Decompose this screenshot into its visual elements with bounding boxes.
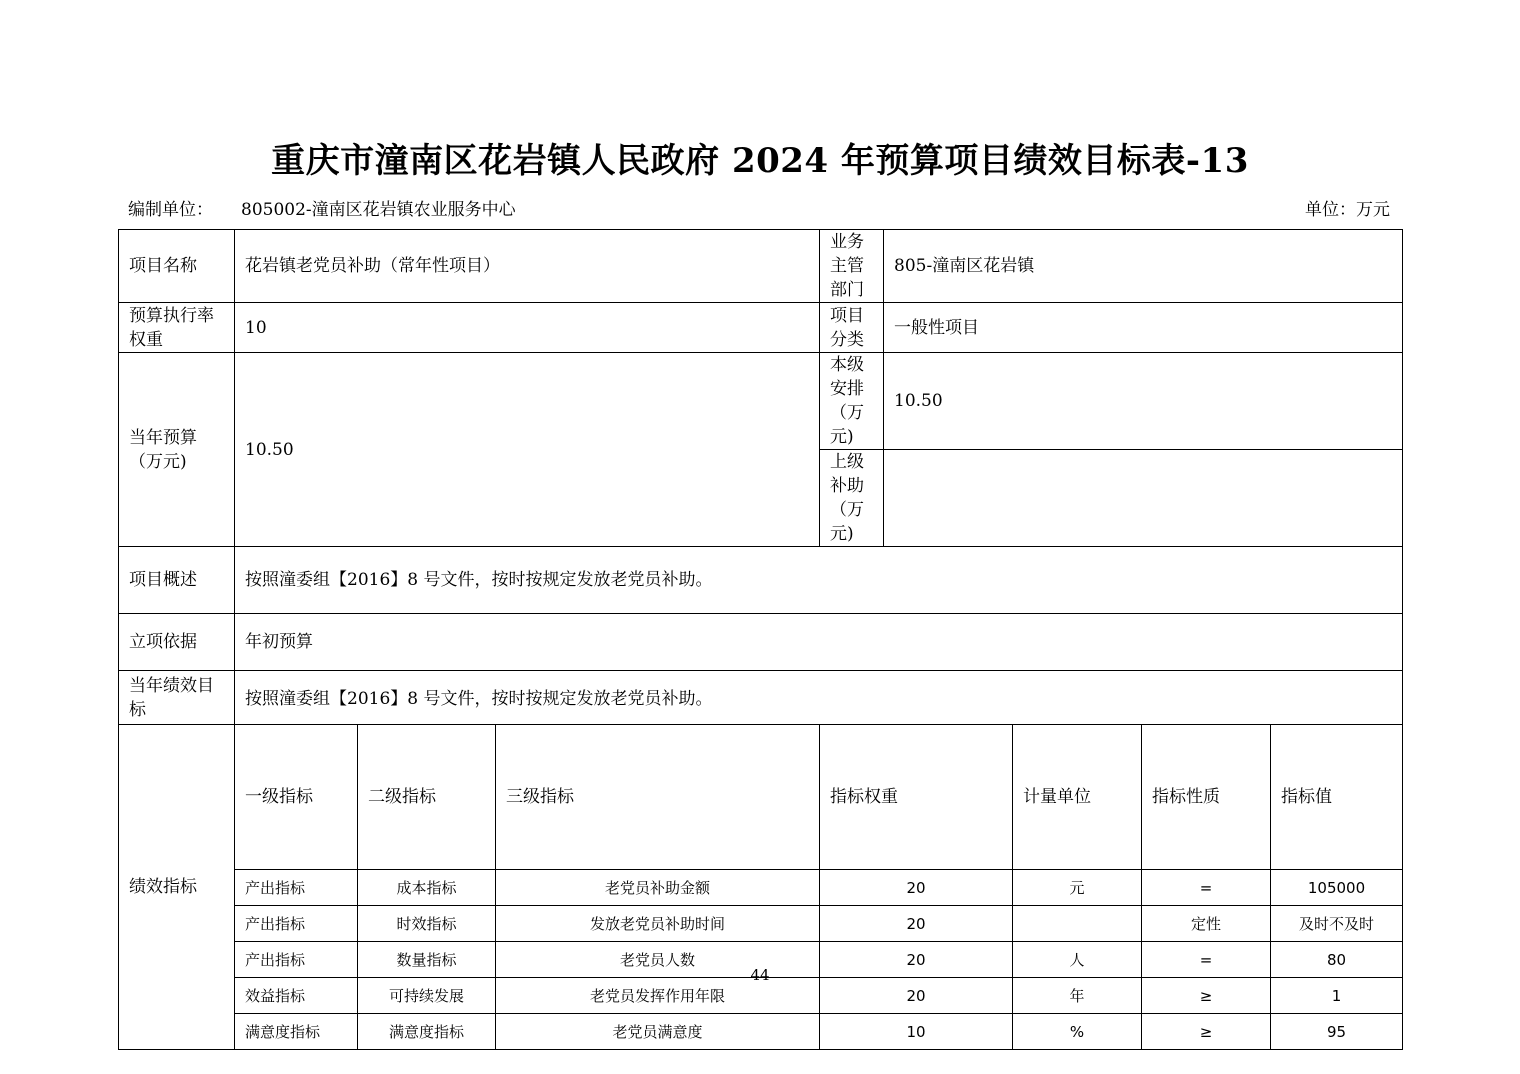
indicator-header: 二级指标: [358, 725, 496, 870]
indicator-header: 指标权重: [820, 725, 1013, 870]
indicator-cell: 元: [1013, 870, 1142, 906]
value-annual-budget: 10.50: [235, 353, 820, 547]
indicator-header: 一级指标: [235, 725, 358, 870]
performance-table: [118, 229, 1403, 1050]
indicator-cell: 105000: [1271, 870, 1403, 906]
indicator-cell: 时效指标: [358, 906, 496, 942]
indicator-cell: 成本指标: [358, 870, 496, 906]
table-row: [119, 870, 1403, 906]
table-row: [119, 906, 1403, 942]
label-superior-subsidy: 上级补助（万元): [820, 450, 884, 547]
indicator-cell: 产出指标: [235, 870, 358, 906]
indicator-cell: 老党员人数: [496, 942, 820, 978]
table-row: [119, 303, 1403, 353]
unit-label: 单位：万元: [1305, 200, 1390, 220]
indicator-cell: %: [1013, 1014, 1142, 1050]
label-annual-goal: 当年绩效目标: [119, 671, 235, 725]
table-row: [119, 547, 1403, 614]
label-project-name: 项目名称: [119, 230, 235, 303]
indicator-cell: 80: [1271, 942, 1403, 978]
page-title: 重庆市潼南区花岩镇人民政府 2024 年预算项目绩效目标表-13: [271, 141, 1249, 181]
indicator-cell: 产出指标: [235, 906, 358, 942]
compiler-value: 805002-潼南区花岩镇农业服务中心: [241, 200, 516, 220]
table-row: [119, 614, 1403, 671]
indicator-header: 计量单位: [1013, 725, 1142, 870]
compiler-label: 编制单位：: [128, 200, 213, 220]
value-annual-goal: 按照潼委组【2016】8 号文件，按时按规定发放老党员补助。: [235, 671, 1403, 725]
indicator-cell: 老党员满意度: [496, 1014, 820, 1050]
value-exec-weight: 10: [235, 303, 820, 353]
value-basis: 年初预算: [235, 614, 1403, 671]
indicator-cell: 数量指标: [358, 942, 496, 978]
indicator-cell: 老党员补助金额: [496, 870, 820, 906]
indicator-cell: [1013, 906, 1142, 942]
indicator-cell: 20: [820, 906, 1013, 942]
value-dept: 805-潼南区花岩镇: [884, 230, 1403, 303]
indicator-cell: 人: [1013, 942, 1142, 978]
indicator-cell: 10: [820, 1014, 1013, 1050]
label-overview: 项目概述: [119, 547, 235, 614]
indicator-cell: 1: [1271, 978, 1403, 1014]
label-local-arrange: 本级安排（万元): [820, 353, 884, 450]
value-overview: 按照潼委组【2016】8 号文件，按时按规定发放老党员补助。: [235, 547, 1403, 614]
indicator-cell: 效益指标: [235, 978, 358, 1014]
table-row: [119, 230, 1403, 303]
label-indicators: 绩效指标: [119, 725, 235, 1050]
value-local-arrange: 10.50: [884, 353, 1403, 450]
indicator-cell: 满意度指标: [358, 1014, 496, 1050]
indicator-cell: 及时不及时: [1271, 906, 1403, 942]
table-row: [119, 1014, 1403, 1050]
table-row: [119, 353, 1403, 450]
indicator-cell: 95: [1271, 1014, 1403, 1050]
value-superior-subsidy: [884, 450, 1403, 547]
indicator-cell: 发放老党员补助时间: [496, 906, 820, 942]
indicator-cell: 满意度指标: [235, 1014, 358, 1050]
label-basis: 立项依据: [119, 614, 235, 671]
indicator-cell: ≥: [1142, 978, 1271, 1014]
value-project-name: 花岩镇老党员补助（常年性项目）: [235, 230, 820, 303]
indicator-header-row: [119, 725, 1403, 870]
page-number: 44: [750, 966, 770, 984]
label-annual-budget: 当年预算（万元): [119, 353, 235, 547]
indicator-cell: 定性: [1142, 906, 1271, 942]
indicator-cell: ≥: [1142, 1014, 1271, 1050]
indicator-cell: 产出指标: [235, 942, 358, 978]
indicator-cell: =: [1142, 870, 1271, 906]
indicator-cell: 可持续发展: [358, 978, 496, 1014]
indicator-cell: 20: [820, 870, 1013, 906]
label-dept: 业务主管部门: [820, 230, 884, 303]
indicator-cell: 20: [820, 978, 1013, 1014]
indicator-cell: 20: [820, 942, 1013, 978]
indicator-header: 三级指标: [496, 725, 820, 870]
indicator-cell: 老党员发挥作用年限: [496, 978, 820, 1014]
indicator-cell: =: [1142, 942, 1271, 978]
label-category: 项目分类: [820, 303, 884, 353]
indicator-header: 指标性质: [1142, 725, 1271, 870]
table-row: [119, 671, 1403, 725]
indicator-cell: 年: [1013, 978, 1142, 1014]
value-category: 一般性项目: [884, 303, 1403, 353]
compiler-line: [128, 195, 516, 220]
label-exec-weight: 预算执行率权重: [119, 303, 235, 353]
indicator-header: 指标值: [1271, 725, 1403, 870]
